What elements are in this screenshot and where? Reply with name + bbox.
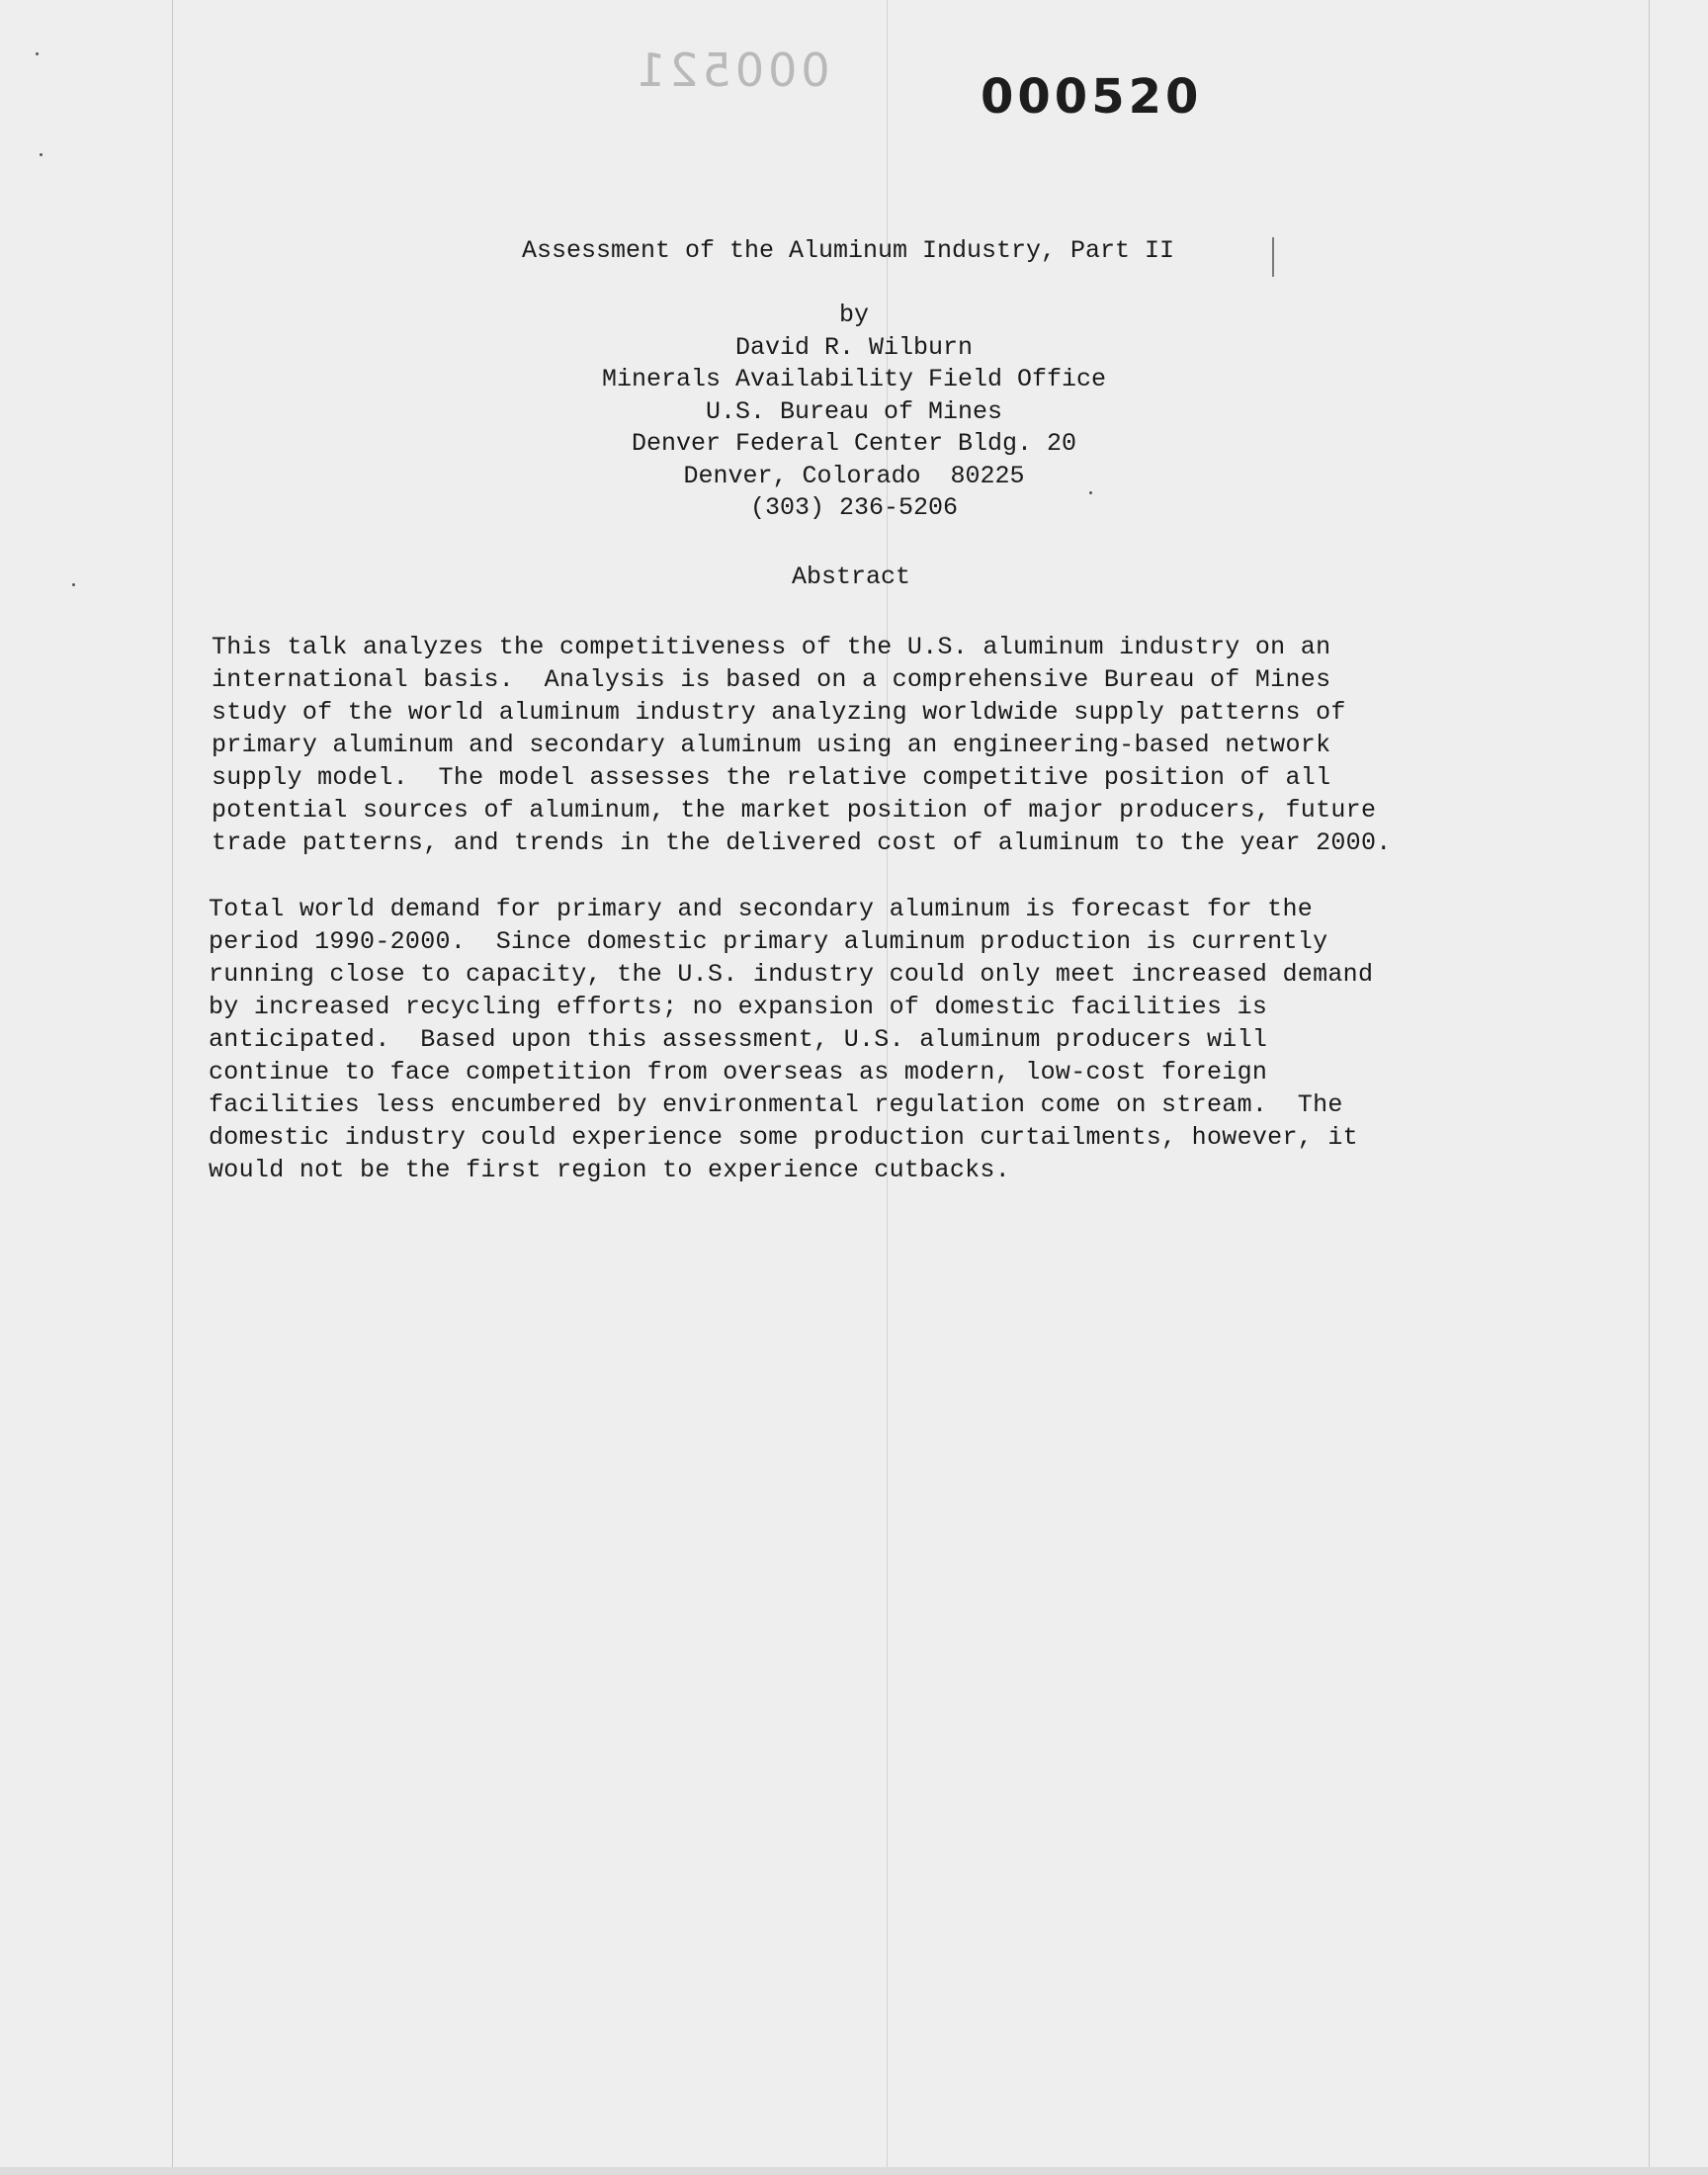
author-address-line2: Denver, Colorado 80225	[683, 461, 1025, 490]
paragraph-line: primary aluminum and secondary aluminum using an engineering-based network	[212, 731, 1331, 759]
paragraph-line: This talk analyzes the competitiveness of the U.S. aluminum industry on an	[212, 633, 1331, 661]
margin-mark	[1272, 237, 1274, 277]
byline-by: by	[838, 301, 869, 329]
scan-speck	[36, 52, 39, 55]
author-office: Minerals Availability Field Office	[601, 365, 1107, 393]
paragraph-line: Total world demand for primary and secondary aluminum is forecast for the	[209, 895, 1314, 923]
paragraph-line: international basis. Analysis is based on a comprehensive Bureau of Mines	[212, 665, 1331, 694]
scan-bottom-edge	[0, 2167, 1708, 2175]
paragraph-line: trade patterns, and trends in the delivered cost of aluminum to the year 2000.	[212, 828, 1392, 857]
document-title: Assessment of the Aluminum Industry, Part II	[521, 236, 1175, 265]
page-number: 000520	[981, 69, 1203, 125]
paragraph-line: anticipated. Based upon this assessment, U.S. aluminum producers will	[209, 1025, 1268, 1054]
author-phone: (303) 236-5206	[749, 493, 959, 522]
paragraph-line: continue to face competition from overseas as modern, low-cost foreign	[209, 1058, 1268, 1087]
paragraph-line: domestic industry could experience some production curtailments, however, it	[209, 1123, 1358, 1152]
paragraph-line: would not be the first region to experience cutbacks.	[209, 1156, 1011, 1184]
author-agency: U.S. Bureau of Mines	[705, 396, 1003, 426]
abstract-paragraph-2	[209, 893, 1523, 1186]
paragraph-line: period 1990-2000. Since domestic primary aluminum production is currently	[209, 927, 1328, 956]
abstract-paragraph-1	[212, 631, 1526, 859]
byline-block	[0, 300, 1708, 525]
author-name: David R. Wilburn	[734, 332, 974, 362]
paragraph-line: study of the world aluminum industry analyzing worldwide supply patterns of	[212, 698, 1346, 727]
paragraph-line: running close to capacity, the U.S. industry could only meet increased demand	[209, 960, 1374, 989]
paragraph-line: facilities less encumbered by environmental regulation come on stream. The	[209, 1090, 1343, 1119]
paragraph-line: by increased recycling efforts; no expansion of domestic facilities is	[209, 993, 1268, 1021]
abstract-heading: Abstract	[791, 563, 911, 591]
author-address-line1: Denver Federal Center Bldg. 20	[631, 429, 1077, 458]
paragraph-line: supply model. The model assesses the relative competitive position of all	[212, 763, 1331, 792]
paragraph-line: potential sources of aluminum, the market position of major producers, future	[212, 796, 1377, 825]
scan-speck	[40, 153, 43, 156]
bleed-through-page-number: 000521	[633, 44, 830, 97]
